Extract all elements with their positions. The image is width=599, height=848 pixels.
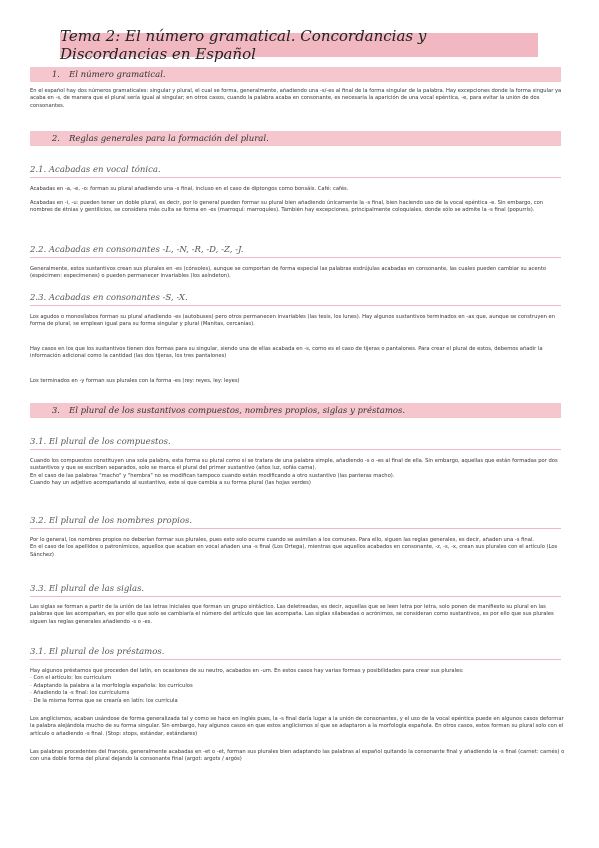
list-item: - Con el artículo: los currículum <box>30 675 567 682</box>
paragraph: Los terminados en -y forman sus plurales con la forma -es (rey: reyes, ley: leyes) <box>30 378 240 384</box>
paragraph: Las palabras procedentes del francés, generalmente acabadas en -et o -et, forman sus plurales bien adaptando las palabras al español quitando la consonante final y añadiendo la -s final (carnet: carnés) o con una doble forma del plural dejando la consonante final (argot: argots / argós) <box>30 749 565 763</box>
section-title: Reglas generales para la formación del plural. <box>69 133 269 144</box>
document-title: Tema 2: El número gramatical. Concordancias y Discordancias en Español <box>60 27 427 63</box>
paragraph: En el español hay dos números gramaticales: singular y plural, el cual se forma, generalmente, añadiendo una -s/-es al final de la forma singular de la palabra. Hay excepciones donde la forma singular ya acaba en -s, de manera que el plural sería igual al singular; en otros casos, cuando la palabra acaba en consonante, es necesaria la aparición de una vocal epéntica, -e, para evitar la unión de dos consonantes. <box>30 88 562 109</box>
paragraph-group <box>30 537 567 559</box>
section-title: El número gramatical. <box>69 69 166 80</box>
paragraph: Acabadas en -i, -u: pueden tener un doble plural, es decir, por lo general pueden formar su plural bien añadiendo únicamente la -s final, bien haciendo uso de la vocal epéntica -e. Sin embargo, con nombres de étnias y gentilicios, se considera más culta se forma en -es (marroquí: marroquíes). También hay excepciones, principalmente coloquiales, donde sólo se admite la -s final (popurrís). <box>30 200 544 214</box>
plural-options-list <box>30 675 567 705</box>
paragraph: Los anglicismos, acaban usándose de forma generalizada tal y como se hace en inglés pues, la -s final daría lugar a la unión de consonantes, y el uso de la vocal epéntica puede en algunos casos deformar la palabra alejándola mucho de su forma singular. Sin embargo, hay algunos casos en que estos anglicismos sí que se adaptaron a la morfología española. En otros casos, estos forman su plural solo con el artículo o añadiendo -s final. (Stop: stops, estándar, estándares) <box>30 716 564 737</box>
section-title: El plural de los sustantivos compuestos, nombres propios, siglas y préstamos. <box>69 405 406 416</box>
subsection-heading: 2.2. Acabadas en consonantes -L, -N, -R, -D, -Z, -J. <box>30 244 561 258</box>
document-title-banner <box>60 27 538 63</box>
section-heading-1 <box>30 67 561 82</box>
subsection-heading: 2.1. Acabadas en vocal tónica. <box>30 164 561 178</box>
subsection-heading: 3.2. El plural de los nombres propios. <box>30 515 561 529</box>
paragraph: Hay casos en los que los sustantivos tienen dos formas para su singular, siendo una de ellas acabada en -s, como es el caso de tijeras o pantalones. Para crear el plural de estos, debemos añadir la información adicional como la cantidad (las dos tijeras, los tres pantalones) <box>30 346 543 360</box>
section-heading-3 <box>30 403 561 418</box>
list-item: - Adaptando la palabra a la morfología española: los currículos <box>30 683 567 690</box>
paragraph: Los agudos o monosílabos forman su plural añadiendo -es (autobuses) pero otros permanecen invariables (las tesis, los lunes). Hay algunos sustantivos terminados en -ax que, aunque se construyen en forma de plural, se emplean igual para su forma singular y plural (Manitas, cercanías). <box>30 314 556 328</box>
subsection-heading: 3.3. El plural de las siglas. <box>30 583 561 597</box>
section-heading-2 <box>30 131 561 146</box>
paragraph: Las siglas se forman a partir de la unión de las letras iniciales que forman un grupo sintáctico. Las deletreadas, es decir, aquellas que se leen letra por letra, solo ponen de manifiesto su plural en las palabras que las acompañan, es por ello que solo se cambiaría el número del artículo que las acompaña. Las siglas silabeadas o acrónimos, se consideran como sustantivos, es por ello que sus plurales siguen las reglas generales añadiendo -s o -es. <box>30 604 554 625</box>
subsection-heading: 3.1. El plural de los compuestos. <box>30 436 561 450</box>
paragraph: En el caso de los apellidos o patronímicos, aquellos que acaban en vocal añaden una -s final (Los Ortega), mientras que aquellos acabados en consonante, -z, -s, -x, crean sus plurales con el artículo (Los Sánchez) <box>30 544 558 558</box>
list-item: - De la misma forma que se crearía en latín: los currícula <box>30 698 567 705</box>
paragraph: Hay algunos préstamos que proceden del latín, en ocasiones de su neutro, acabados en -um. En estos casos hay varias formas y posibilidades para crear sus plurales: <box>30 668 464 674</box>
section-number: 2. <box>51 133 60 144</box>
paragraph: Cuando los compuestos constituyen una sola palabra, esta forma su plural como si se tratara de una palabra simple, añadiendo -s o -es al final de ella. Sin embargo, aquellas que están formadas por dos sustantivos y que se escriben separados, solo se marca el plural del primer sustantivo (años luz, sofás cama). <box>30 458 558 472</box>
paragraph: Cuando hay un adjetivo acompañando al sustantivo, este sí que cambia a su forma plural (las hojas verdes) <box>30 480 311 487</box>
subsection-heading: 2.3. Acabadas en consonantes -S, -X. <box>30 292 561 306</box>
section-number: 3. <box>51 405 60 416</box>
paragraph: Acabadas en -a, -e, -o: forman su plural añadiendo una -s final, incluso en el caso de diptongos como bonsáis. Café: cafés. <box>30 186 349 192</box>
paragraph: Generalmente, estos sustantivos crean sus plurales en -es (cónsoles), aunque se comportan de forma especial las palabras esdrújulas acabadas en consonante, las cuales pueden cambiar su acento (espécimen: especímenes) o pueden permanecer invariables (los asíndeton). <box>30 266 547 280</box>
paragraph: En el caso de las palabras "macho" y "hembra" no se modifican tampoco cuando están modificando a otro sustantivo (las panteras macho). <box>30 472 395 479</box>
list-item: - Añadiendo la -s final: los currículums <box>30 690 567 697</box>
subsection-heading: 3.1. El plural de los préstamos. <box>30 646 561 660</box>
paragraph-group <box>30 458 567 488</box>
paragraph-group <box>30 668 567 705</box>
section-number: 1. <box>51 69 60 80</box>
paragraph: Por lo general, los nombres propios no deberían formar sus plurales, pues esto solo ocurre cuando se asimilan a los comunes. Para ello, siguen las reglas generales, es decir, añaden una -s final. <box>30 537 534 543</box>
